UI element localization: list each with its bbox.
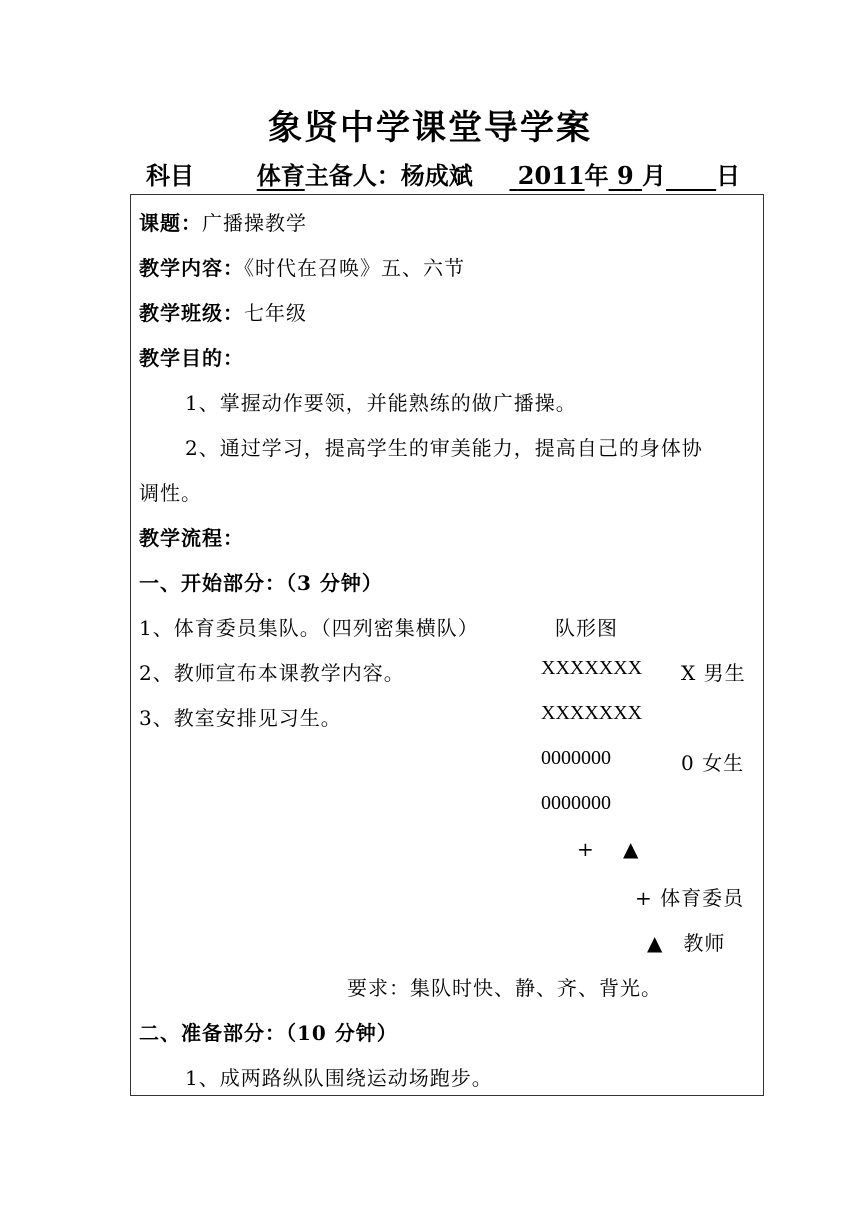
content-value: 《时代在召唤》五、六节 [244, 256, 465, 280]
topic-value: 广播操教学 [202, 211, 307, 235]
part1-item-3: 3、教室安排见习生。 [139, 706, 342, 730]
flow-label: 教学流程： [139, 526, 244, 550]
formation-row-1: XXXXXXX [541, 657, 643, 679]
legend-monitor: + 体育委员 [635, 886, 745, 910]
goal-label: 教学目的： [139, 346, 244, 370]
part2-item-1: 1、成两路纵队围绕运动场跑步。 [185, 1066, 493, 1090]
goal-item-2-cont: 调性。 [139, 481, 202, 505]
formation-label: 队形图 [555, 616, 618, 640]
part1-item-2: 2、教师宣布本课教学内容。 [139, 661, 405, 685]
topic-line [139, 207, 307, 236]
day-blank [666, 161, 716, 190]
content-label: 教学内容： [139, 256, 244, 280]
part2-title: 二、准备部分：（10 分钟） [139, 1021, 398, 1045]
preparer-name: 杨成斌 [400, 161, 473, 190]
year-unit: 年 [584, 161, 609, 190]
formation-row-3: 0000000 [541, 747, 611, 769]
subject-label: 科目 [146, 161, 194, 190]
triangle-icon: ▲ [647, 931, 664, 955]
legend-teacher-text: 教师 [683, 931, 726, 955]
class-line [139, 297, 307, 326]
requirement-line: 要求：集队时快、静、齐、背光。 [347, 976, 662, 1000]
topic-label: 课题： [139, 211, 202, 235]
month-value: 9 [616, 161, 634, 190]
subject-value: 体育 [256, 161, 305, 190]
part1-item-1: 1、体育委员集队。（四列密集横队） [139, 616, 479, 640]
content-box [130, 194, 764, 1096]
month-unit: 月 [642, 161, 667, 190]
day-unit: 日 [716, 161, 741, 190]
goal-item-1: 1、掌握动作要领，并能熟练的做广播操。 [185, 391, 577, 415]
formation-row-2: XXXXXXX [541, 702, 643, 724]
year-value: 2011 [517, 161, 585, 190]
header-line [146, 156, 740, 191]
legend-teacher [647, 927, 725, 956]
class-value: 七年级 [244, 301, 307, 325]
class-label: 教学班级： [139, 301, 244, 325]
formation-plus-marker: + [577, 837, 595, 861]
formation-teacher-marker: ▲ [623, 837, 640, 861]
part1-title: 一、开始部分：（3 分钟） [139, 571, 383, 595]
formation-row-4: 0000000 [541, 792, 611, 814]
content-line [139, 252, 465, 281]
legend-female: 0 女生 [681, 751, 745, 775]
preparer-label: 主备人： [304, 161, 401, 190]
legend-male: X 男生 [681, 661, 746, 685]
document-title: 象贤中学课堂导学案 [268, 108, 592, 148]
goal-item-2: 2、通过学习，提高学生的审美能力，提高自己的身体协 [185, 436, 703, 460]
